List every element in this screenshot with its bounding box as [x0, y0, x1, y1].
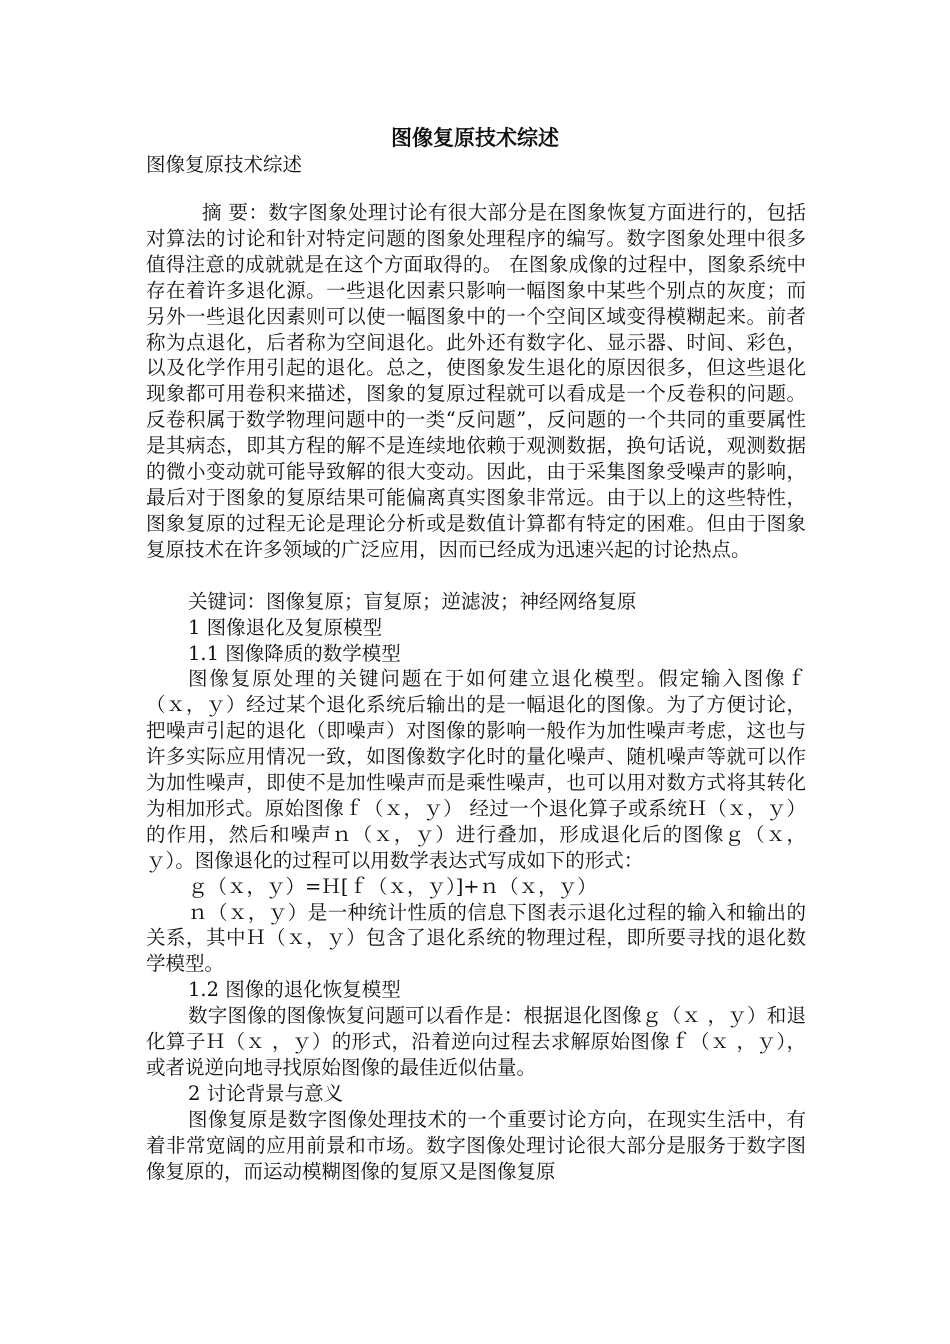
section-1-1-heading: 1.1 图像降质的数学模型 — [188, 641, 401, 665]
document-title: 图像复原技术综述 — [391, 126, 559, 150]
abstract-paragraph: 摘 要：数字图象处理讨论有很大部分是在图象恢复方面进行的，包括对算法的讨论和针对特定问题的图象处理程序的编写。数字图象处理中很多值得注意的成就就是在这个方面取得的。 在图象成像的过程中，图象系统中存在着许多退化源。一些退化因素只影响一幅图象中某些个别点的灰度；而另外一些退化因素则可以使一幅图象中的一个空间区域变得模糊起来。前者称为点退化，后者称为空间退化。此外还有数字化、显示器、时间、彩色，以及化学作用引起的退化。总之，使图象发生退化的原因很多，但这些退化现象都可用卷积来描述，图象的复原过程就可以看成是一个反卷积的问题。反卷积属于数学物理问题中的一类“反问题”，反问题的一个共同的重要属性是其病态，即其方程的解不是连续地依赖于观测数据，换句话说，观测数据的微小变动就可能导致解的很大变动。因此，由于采集图象受噪声的影响，最后对于图象的复原结果可能偏离真实图象非常远。由于以上的这些特性，图象复原的过程无论是理论分析或是数值计算都有特定的困难。但由于图象复原技术在许多领域的广泛应用，因而已经成为迅速兴起的讨论热点。 — [146, 201, 806, 561]
section-1-heading: 1 图像退化及复原模型 — [188, 615, 383, 639]
document-subtitle: 图像复原技术综述 — [146, 153, 303, 176]
keywords-line: 关键词：图像复原；盲复原；逆滤波；神经网络复原 — [188, 589, 637, 613]
degradation-formula: ｇ（ｘ，ｙ）=Ｈ[ｆ（ｘ，ｙ）]+ｎ（ｘ，ｙ） — [188, 874, 597, 898]
paragraph-gap — [146, 563, 806, 589]
section-1-1-paragraph-2: ｎ（ｘ，ｙ）是一种统计性质的信息下图表示退化过程的输入和输出的关系，其中Ｈ（ｘ，ｙ）包含了退化系统的物理过程，即所要寻找的退化数学模型。 — [146, 900, 806, 976]
section-1-2-heading: 1.2 图像的退化恢复模型 — [188, 978, 401, 1002]
section-2-paragraph: 图像复原是数字图像处理技术的一个重要讨论方向，在现实生活中，有着非常宽阔的应用前景和市场。数字图像处理讨论很大部分是服务于数字图像复原的，而运动模糊图像的复原又是图像复原 — [146, 1107, 806, 1183]
document-body — [146, 200, 806, 1185]
section-1-2-paragraph: 数字图像的图像恢复问题可以看作是：根据退化图像ｇ（ｘ ，ｙ）和退化算子Ｈ（ｘ ，ｙ）的形式，沿着逆向过程去求解原始图像ｆ（ｘ ，ｙ）， 或者说逆向地寻找原始图像的最佳近似估量。 — [146, 1004, 806, 1079]
section-2-heading: 2 讨论背景与意义 — [188, 1081, 344, 1105]
section-1-1-paragraph-1: 图像复原处理的关键问题在于如何建立退化模型。假定输入图像ｆ（ｘ，ｙ）经过某个退化系统后输出的是一幅退化的图像。为了方便讨论， 把噪声引起的退化（即噪声）对图像的影响一般作为加性噪声考虑，这也与许多实际应用情况一致，如图像数字化时的量化噪声、随机噪声等就可以作为加性噪声，即使不是加性噪声而是乘性噪声，也可以用对数方式将其转化为相加形式。原始图像ｆ（ｘ，ｙ） 经过一个退化算子或系统Ｈ（ｘ，ｙ） 的作用，然后和噪声ｎ（ｘ，ｙ）进行叠加，形成退化后的图像ｇ（ｘ，ｙ）。图像退化的过程可以用数学表达式写成如下的形式： — [146, 667, 806, 872]
